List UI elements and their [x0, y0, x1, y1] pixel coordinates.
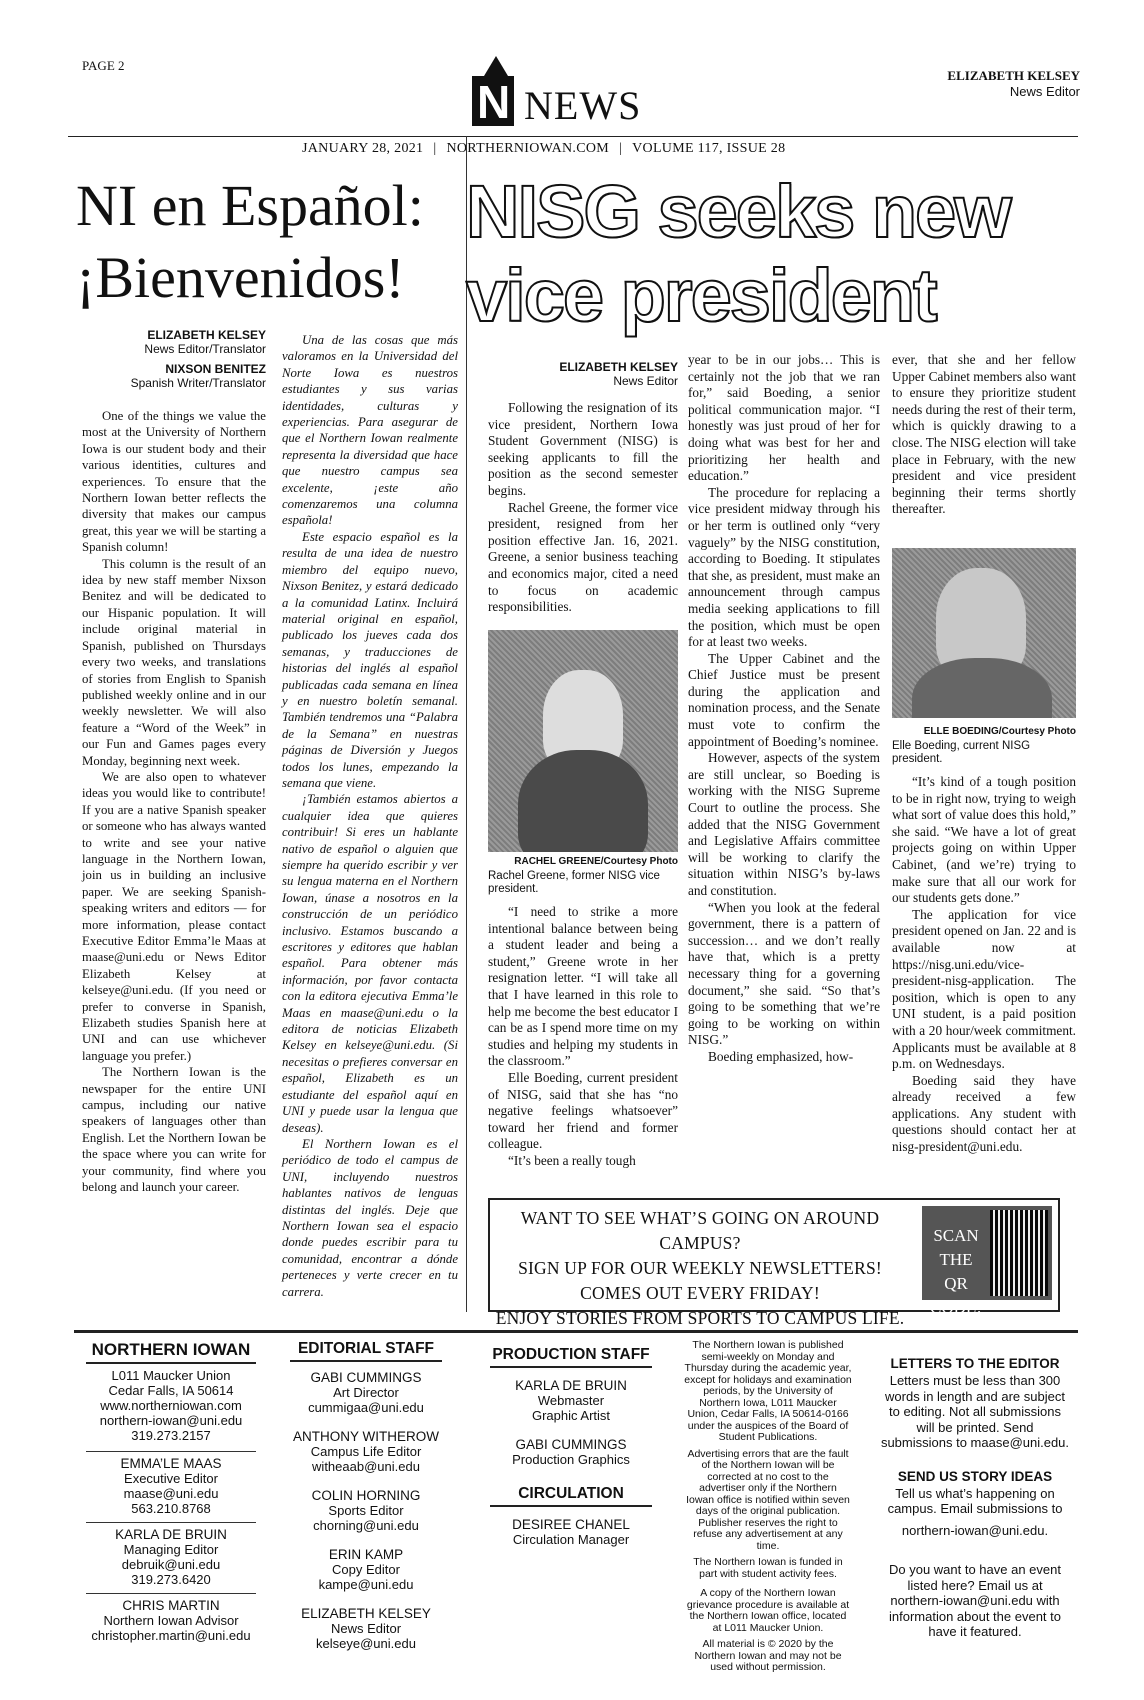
paragraph: year to be in our jobs… This is certainly not the job that we ran for,” said Boeding, a senior political communication major. “I honestly was just proud of her for doing what was best for her and prioritizing her health and education.”	[688, 352, 880, 484]
staff-name: ERIN KAMP	[328, 1547, 404, 1562]
article-column-1-top	[488, 400, 678, 616]
paragraph: ever, that she and her fellow Upper Cabinet members also want to ensure they prioritize student needs during the rest of their term, which is quickly drawing to a close. The NISG election will take place in February, with the new president and vice president beginning their terms shortly thereafter.	[892, 352, 1076, 517]
staff-entry	[86, 1451, 256, 1516]
circulation-title: CIRCULATION	[490, 1485, 652, 1507]
story-ideas-body: Tell us what’s happening on campus. Email submissions to	[887, 1485, 1063, 1516]
paragraph: Este espacio español es la resulta de una idea de nuestro miembro del equipo nuevo, Nixson Benitez, y estará dedicado a la comunidad Latinx. Incluirá material original en español, publicado los jueves cada dos semanas, y traducciones de historias del inglés al español publicadas cada semana en línea y en nuestro boletín semanal. También tendremos una “Palabra de la Semana” en nuestras páginas de Diversión y Juegos todos los lunes, empezando la semana que viene.	[282, 529, 458, 790]
staff-entry	[290, 1370, 442, 1415]
paragraph: The Northern Iowan is the newspaper for the entire UNI campus, including our native speakers of languages other than English. Let the Northern Iowan be the space where you can write for your community, find where you belong and launch your career.	[82, 1065, 266, 1195]
staff-name: KARLA DE BRUIN	[515, 1378, 627, 1393]
dateline	[302, 141, 785, 157]
paragraph: “It’s been a really tough	[508, 1152, 636, 1168]
promo-line: WANT TO SEE WHAT’S GOING ON AROUND CAMPUS?	[520, 1208, 880, 1253]
org-info	[86, 1340, 256, 1643]
promo-line: ENJOY STORIES FROM SPORTS TO CAMPUS LIFE.	[495, 1308, 905, 1328]
staff-name: CHRIS MARTIN	[122, 1598, 220, 1613]
staff-entry	[290, 1606, 442, 1651]
phone-number: 319.273.6420	[131, 1572, 211, 1587]
section-editor-role: News Editor	[1009, 84, 1080, 99]
letters-body: Letters must be less than 300 words in length and are subject to editing. Not all submissions will be printed. Send submissions to maase@uni.edu.	[880, 1373, 1070, 1450]
spanish-column-headline	[76, 170, 424, 314]
staff-name: KARLA DE BRUIN	[115, 1527, 227, 1542]
staff-entry	[290, 1547, 442, 1592]
headline-line: ¡Bienvenidos!	[76, 245, 405, 310]
page-label: PAGE 2	[82, 58, 125, 73]
section-editor-name: ELIZABETH KELSEY	[947, 68, 1080, 83]
email-link[interactable]: witheaab@uni.edu	[312, 1459, 420, 1474]
staff-role: News Editor	[330, 1621, 402, 1636]
editorial-staff	[290, 1340, 442, 1651]
staff-name: GABI CUMMINGS	[515, 1437, 627, 1452]
nisg-headline	[466, 170, 1066, 338]
headline-line: vice president	[466, 254, 936, 337]
production-staff	[490, 1346, 652, 1547]
paragraph: However, aspects of the system are still unclear, so Boeding is working with the NISG Supreme Court to outline the process. She added that the NISG Government and Legislative Affairs committee will be working to clarify the situation within NISG’s by-laws and constitution.	[688, 750, 880, 898]
issue-volume: VOLUME 117, ISSUE 28	[632, 141, 786, 156]
logo-arrow-icon	[484, 56, 508, 76]
staff-entry	[290, 1488, 442, 1533]
email-link[interactable]: maase@uni.edu	[123, 1486, 219, 1501]
email-link[interactable]: northern-iowan@uni.edu.	[901, 1522, 1049, 1538]
paragraph: El Northern Iowan es el periódico de todo el campus de UNI, incluyendo nuestros hablantes nativos de lenguas distintas del inglés. Deje que Northern Iowan sea el espacio donde puedes escribir para tu comunidad, encontrar a dónde perteneces y verte crecer en tu carrera.	[282, 1136, 458, 1299]
staff-role: Circulation Manager	[512, 1532, 630, 1547]
staff-role: Campus Life Editor	[310, 1444, 422, 1459]
paragraph: The procedure for replacing a vice president midway through his or her term is outlined only “very vaguely” by the NISG constitution, according to Boeding. It stipulates that she, as president, must make an announcement through campus media seeking applications to fill the position, which must be open for at least two weeks.	[688, 484, 880, 650]
staff-entry	[290, 1429, 442, 1474]
paragraph: ¡También estamos abiertos a cualquier idea que quieres contribuir! Si eres un hablante nativo de español o alguien que siempre ha querido escribir y ver su lengua materna en el Northern Iowan, únase a nosotros en la construcción de un periódico inclusivo. Estamos buscando a escritores y editores que hablan español. Para obtener más información, por favor contacta con la editora ejecutiva Emma’le Maas en maase@uni.edu o la editora de noticias Elizabeth Kelsey en kelseye@uni.edu. (Si necesitas o prefieres conversar en español, Elizabeth es un estudiante del español aquí en UNI y puede usar la lengua que deseas).	[282, 792, 458, 1135]
staff-entry	[490, 1437, 652, 1467]
staff-entry	[86, 1593, 256, 1643]
byline-role: News Editor/Translator	[144, 342, 266, 356]
paragraph: Boeding said they have already received a few applications. Any student with questions should contact her at nisg-president@uni.edu.	[892, 1072, 1076, 1155]
english-column	[82, 408, 266, 1196]
paragraph: The application for vice president opened on Jan. 22 and is available now at https://nisg.uni.edu/vice-president-nisg-application. The position, which is open to any UNI student, is a paid position with a 20 hour/week commitment. Applicants must be available at 8 p.m. on Wednesdays.	[892, 906, 1076, 1072]
email-link[interactable]: chorning@uni.edu	[313, 1518, 419, 1533]
email-link[interactable]: northern-iowan@uni.edu	[99, 1413, 243, 1428]
publication-notices	[684, 1340, 852, 1674]
issue-date: JANUARY 28, 2021	[302, 141, 424, 156]
headline-line: NISG seeks new	[466, 170, 1010, 253]
org-title: NORTHERN IOWAN	[86, 1340, 256, 1364]
paragraph: Una de las cosas que más valoramos en la Universidad del Norte Iowa es nuestros estudiantes y sus varias identidades, culturas y experiencias. Para asegurar de que el Northern Iowan realmente representa la diversidad que hace que nuestro campus sea excelente, ¡este año comenzaremos una columna española!	[282, 333, 458, 528]
staff-role: Art Director	[333, 1385, 399, 1400]
letters-title: LETTERS TO THE EDITOR	[890, 1356, 1060, 1371]
notice-text: The Northern Iowan is published semi-weekly on Monday and Thursday during the academic year, except for holidays and examination periods, by the University of Northern Iowa, L011 Maucker Union, Cedar Falls, IA 50614-0166 under the auspices of the Board of Student Publications.	[684, 1339, 852, 1443]
article-column-2	[688, 352, 880, 1066]
paragraph: Elle Boeding, current president of NISG, said that she has “no negative feelings whatsoever” toward her friend and former colleague.	[488, 1069, 678, 1152]
staff-role: Graphic Artist	[531, 1408, 611, 1423]
production-title: PRODUCTION STAFF	[490, 1346, 652, 1368]
staff-name: DESIREE CHANEL	[512, 1517, 630, 1532]
separator: |	[433, 141, 437, 156]
email-link[interactable]: christopher.martin@uni.edu	[91, 1628, 251, 1643]
paragraph: We are also open to whatever ideas you would like to contribute! If you are a native Spanish speaker or someone who has always wanted to write and see your native language in the Northern Iowan, join us in building an inclusive paper. We are seeking Spanish-speaking writers and editors — for more information, please contact Executive Editor Emma’le Maas at maase@uni.edu or News Editor Elizabeth Kelsey at kelseye@uni.edu. (If you need or prefer to converse in Spanish, Elizabeth studies Spanish here at UNI and can use whichever language you prefer.)	[82, 769, 266, 1063]
staff-entry	[86, 1522, 256, 1587]
byline-name: NIXSON BENITEZ	[165, 362, 266, 376]
email-link[interactable]: debruik@uni.edu	[121, 1557, 221, 1572]
paragraph: Boeding emphasized, how-	[708, 1048, 854, 1064]
paragraph: The Upper Cabinet and the Chief Justice must be present during the application and nomination process, and the Senate must vote to confirm the appointment of Boeding’s nominee.	[688, 650, 880, 749]
staff-name: GABI CUMMINGS	[310, 1370, 422, 1385]
qr-code-icon[interactable]	[990, 1210, 1048, 1296]
editorial-title: EDITORIAL STAFF	[290, 1340, 442, 1362]
scan-line: QR CODE!	[930, 1274, 982, 1317]
staff-entry	[490, 1517, 652, 1547]
byline-name: ELIZABETH KELSEY	[559, 360, 678, 374]
section-name: NEWS	[524, 83, 642, 128]
byline-role: Spanish Writer/Translator	[130, 376, 266, 390]
staff-name: ANTHONY WITHEROW	[293, 1429, 439, 1444]
paragraph: Rachel Greene, the former vice president, resigned from her position effective Jan. 16, 2021. Greene, a senior business teaching and economics major, cited a need to focus on academic responsibilities.	[488, 499, 678, 615]
main-byline	[488, 360, 678, 388]
paragraph: This column is the result of an idea by new staff member Nixson Benitez and will be dedicated to our Hispanic population. It will include original material in Spanish, published on Thursdays every two weeks, and translations of stories from English to Spanish published weekly online and in our weekly newsletter. We will also feature a “Word of the Week” in our Fun and Games pages every Monday, beginning next week.	[82, 556, 266, 768]
staff-role: Production Graphics	[512, 1452, 630, 1467]
scan-line: SCAN THE	[933, 1226, 979, 1269]
story-ideas-title: SEND US STORY IDEAS	[897, 1468, 1053, 1484]
photo-caption: Rachel Greene, former NISG vice president.	[488, 870, 660, 895]
scan-label	[926, 1224, 986, 1320]
footer-rule	[74, 1330, 1078, 1333]
email-link[interactable]: cummigaa@uni.edu	[308, 1400, 424, 1415]
notice-text: Advertising errors that are the fault of the Northern Iowan will be corrected at no cost to the advertiser only if the Northern Iowan office is notified within seven days of the original publication. Publisher reserves the right to refuse any advertisement at any time.	[686, 1447, 850, 1552]
staff-name: EMMA’LE MAAS	[120, 1456, 222, 1471]
promo-line: COMES OUT EVERY FRIDAY!	[580, 1283, 820, 1303]
staff-name: ELIZABETH KELSEY	[301, 1606, 431, 1621]
paragraph: “I need to strike a more intentional balance between being a student leader and being a student,” Greene wrote in her resignation letter. “I will take all that I have learned in this role to help me become the best educator I can be as I spend more time on my studies and helping my students in the classroom.”	[488, 904, 678, 1069]
staff-role: Executive Editor	[124, 1471, 218, 1486]
photo-credit: RACHEL GREENE/Courtesy Photo	[514, 856, 678, 867]
org-address	[86, 1368, 256, 1443]
masthead-rule	[68, 136, 1078, 137]
notice-text: All material is © 2020 by the Northern Iowan and may not be used without permission.	[694, 1638, 842, 1673]
headline-line: NI en Español:	[76, 173, 424, 238]
promo-text	[490, 1206, 910, 1331]
phone-number: 563.210.8768	[131, 1501, 211, 1516]
paragraph: One of the things we value the most at the University of Northern Iowa is our student body and their various identities, cultures and experiences. To ensure that the Northern Iowan better reflects the diversity that makes our campus great, this year we will be starting a Spanish column!	[82, 409, 266, 555]
elle-boeding-photo	[892, 548, 1076, 718]
email-link[interactable]: kampe@uni.edu	[318, 1577, 414, 1592]
paragraph: “When you look at the federal government, there is a pattern of succession… and we don’t really have that, which is a pretty necessary thing for a governing document,” she said. “So that’s going to be something that we’re going to be working on within NISG.”	[688, 899, 880, 1048]
newsletter-promo[interactable]	[488, 1198, 1060, 1328]
staff-role: Copy Editor	[332, 1562, 400, 1577]
address-line: Cedar Falls, IA 50614	[108, 1383, 234, 1398]
site-link[interactable]: NORTHERNIOWAN.COM	[446, 141, 610, 156]
section-editor	[947, 68, 1080, 99]
event-listing-body: Do you want to have an event listed here? Email us at northern-iowan@uni.edu with information about the event to have it featured.	[888, 1562, 1061, 1639]
staff-entry	[490, 1378, 652, 1423]
staff-role: Webmaster	[537, 1393, 605, 1408]
staff-role: Northern Iowan Advisor	[103, 1613, 239, 1628]
logo-letter: N	[477, 76, 511, 128]
website-link[interactable]: www.northerniowan.com	[100, 1398, 242, 1413]
email-link[interactable]: kelseye@uni.edu	[316, 1636, 416, 1651]
photo-caption: Elle Boeding, current NISG president.	[892, 740, 1031, 765]
qr-panel[interactable]	[922, 1206, 1052, 1317]
article-column-3-bottom	[892, 774, 1076, 1156]
byline-name: ELIZABETH KELSEY	[147, 328, 266, 342]
staff-name: COLIN HORNING	[311, 1488, 421, 1503]
article-column-1-bottom	[488, 904, 678, 1170]
notice-text: The Northern Iowan is funded in part with student activity fees.	[693, 1556, 843, 1580]
promo-line: SIGN UP FOR OUR WEEKLY NEWSLETTERS!	[518, 1258, 882, 1278]
address-line: L011 Maucker Union	[111, 1368, 231, 1383]
article-column-3-top	[892, 352, 1076, 518]
spanish-column	[282, 332, 458, 1300]
separator: |	[619, 141, 623, 156]
photo-credit: ELLE BOEDING/Courtesy Photo	[923, 726, 1076, 737]
paragraph: Following the resignation of its vice president, Northern Iowa Student Government (NISG) is seeking applicants to fill the position as the second semester begins.	[488, 400, 678, 498]
letters-to-editor	[880, 1356, 1070, 1640]
staff-role: Sports Editor	[328, 1503, 404, 1518]
paragraph: “It’s kind of a tough position to be in right now, trying to weigh what sort of value does this hold,” she said. “We have a lot of great projects going on within Upper Cabinet, (and we’re) trying to make sure that all our work for our students gets done.”	[892, 774, 1076, 906]
left-byline	[82, 328, 266, 390]
rachel-greene-photo	[488, 630, 678, 852]
news-logo	[462, 56, 682, 132]
phone-number: 319.273.2157	[131, 1428, 211, 1443]
staff-role: Managing Editor	[123, 1542, 219, 1557]
notice-text: A copy of the Northern Iowan grievance procedure is available at the Northern Iowan office, located at L011 Maucker Union.	[686, 1587, 850, 1634]
byline-role: News Editor	[613, 374, 678, 388]
